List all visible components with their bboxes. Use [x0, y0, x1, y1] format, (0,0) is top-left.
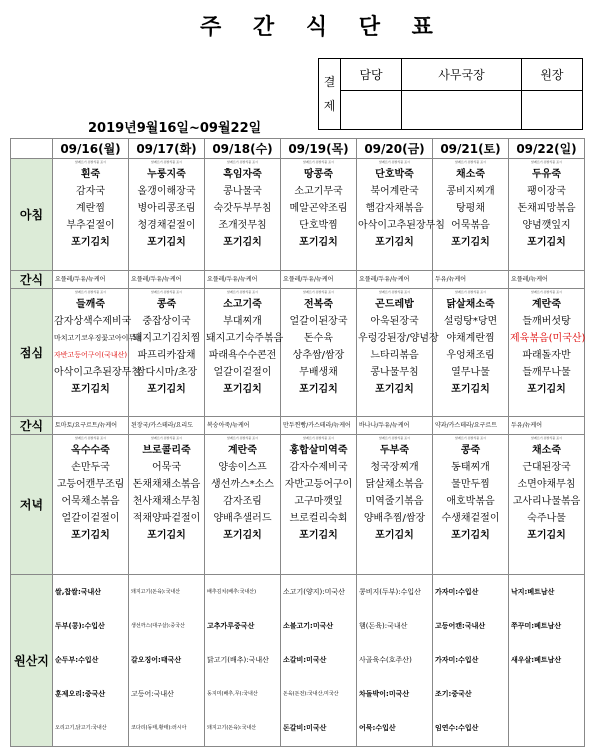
origin-item: 콩비지(두부):수입산 — [359, 588, 421, 596]
menu-item: 두유죽 — [532, 169, 561, 180]
menu-item: 포기김치 — [147, 237, 186, 248]
menu-item: 채소죽 — [532, 445, 561, 456]
menu-item: 부대찌개 — [223, 316, 262, 327]
day-header: 09/16(월) — [53, 139, 129, 159]
approval-box — [318, 58, 583, 130]
menu-item: 중잡상이국 — [142, 316, 191, 327]
menu-item: 돼지고기숙주볶음 — [206, 333, 284, 344]
origin-item: 갈오징어:태국산 — [131, 656, 182, 664]
approval-sign-2[interactable] — [402, 91, 522, 130]
allergy-note: 알레르기 유발식품 표시 — [151, 436, 182, 440]
allergy-note: 알레르기 유발식품 표시 — [455, 436, 486, 440]
menu-item: 수생채겉절이 — [441, 513, 500, 524]
menu-item: 청경채겉절이 — [137, 220, 196, 231]
dinner-cell — [205, 435, 281, 575]
menu-item: 우엉채조림 — [446, 350, 495, 361]
menu-item: 파프리카잡채 — [137, 350, 196, 361]
breakfast-cell — [129, 159, 205, 271]
menu-item: 포기김치 — [299, 384, 338, 395]
menu-item: 천사채채소무침 — [132, 496, 201, 507]
snack1-cell: 요플레/뉴케어 — [509, 271, 585, 289]
menu-item: 자반고등어구이(국내산) — [54, 351, 128, 359]
menu-item: 포기김치 — [451, 530, 490, 541]
origin-item: 두부(콩):수입산 — [55, 622, 105, 630]
origin-item: 훈제오리:중국산 — [55, 690, 106, 698]
allergy-note: 알레르기 유발식품 표시 — [303, 290, 334, 294]
allergy-note: 알레르기 유발식품 표시 — [455, 290, 486, 294]
page-title: 주 간 식 단 표 — [200, 15, 445, 40]
menu-item: 어묵볶음 — [451, 220, 490, 231]
approval-role-2: 사무국장 — [402, 59, 522, 91]
menu-item: 계란죽 — [228, 445, 257, 456]
row-label-lunch: 점심 — [11, 289, 53, 417]
menu-item: 흑임자죽 — [223, 169, 262, 180]
origin-item: 임연수:수입산 — [435, 724, 479, 732]
origin-item: 순두부:수입산 — [55, 656, 99, 664]
allergy-note: 알레르기 유발식품 표시 — [379, 436, 410, 440]
snack2-cell: 바나나/두유/뉴케어 — [357, 417, 433, 435]
origin-item: 고추가루중국산 — [207, 622, 255, 630]
menu-item: 포기김치 — [527, 237, 566, 248]
menu-item: 열무나물 — [451, 367, 490, 378]
menu-item: 들깨무나물 — [522, 367, 571, 378]
menu-item: 손만두국 — [71, 462, 110, 473]
menu-item: 포기김치 — [375, 237, 414, 248]
lunch-cell — [433, 289, 509, 417]
menu-item: 애호박볶음 — [446, 496, 495, 507]
menu-item: 콩나물국 — [223, 186, 262, 197]
origin-item: 고등어캔:국내산 — [435, 622, 486, 630]
menu-item: 아삭이고추된장무침 — [54, 367, 141, 378]
menu-item: 포기김치 — [147, 384, 186, 395]
menu-item: 포기김치 — [71, 530, 110, 541]
menu-item: 감자국 — [76, 186, 105, 197]
origin-item: 돼지고기(돈육):국내산 — [131, 589, 181, 595]
menu-item: 얼갈이겉절이 — [61, 513, 120, 524]
allergy-note: 알레르기 유발식품 표시 — [151, 160, 182, 164]
origin-cell — [53, 575, 129, 747]
menu-item: 돈수육 — [304, 333, 333, 344]
dinner-row — [11, 435, 585, 575]
menu-item: 양송이스프 — [218, 462, 267, 473]
origin-cell — [357, 575, 433, 747]
menu-item: 무배생채 — [299, 367, 338, 378]
snack1-row — [11, 271, 585, 289]
row-label-origin: 원산지 — [11, 575, 53, 747]
menu-item: 야채계란찜 — [446, 333, 495, 344]
menu-item: 감자상색수제비국 — [54, 316, 132, 327]
menu-item: 동태찌개 — [451, 462, 490, 473]
origin-cell — [433, 575, 509, 747]
menu-item: 브로컬리숙회 — [289, 513, 348, 524]
dinner-cell — [129, 435, 205, 575]
origin-item: 조기:중국산 — [435, 690, 472, 698]
menu-item: 메알곤약조림 — [289, 203, 348, 214]
menu-item: 콩비지찌개 — [446, 186, 495, 197]
menu-item: 감자수제비국 — [289, 462, 348, 473]
allergy-note: 알레르기 유발식품 표시 — [531, 290, 562, 294]
menu-item: 얼갈이겉절이 — [213, 367, 272, 378]
menu-item: 포기김치 — [451, 237, 490, 248]
menu-item: 병아리콩조림 — [137, 203, 196, 214]
menu-table — [10, 138, 585, 747]
snack1-cell: 요플레/두유/뉴케어 — [129, 271, 205, 289]
menu-item: 돼지고기김치찜 — [132, 333, 201, 344]
menu-item: 포기김치 — [223, 237, 262, 248]
origin-item: 햄(돈육):국내산 — [359, 622, 408, 630]
lunch-row — [11, 289, 585, 417]
origin-item: 차돌박이:미국산 — [359, 690, 410, 698]
lunch-cell — [509, 289, 585, 417]
menu-item: 단호박찜 — [299, 220, 338, 231]
approval-role-3: 원장 — [521, 59, 582, 91]
menu-item: 조개젓무침 — [218, 220, 267, 231]
menu-item: 계란죽 — [532, 299, 561, 310]
origin-item: 소불고기:미국산 — [283, 622, 334, 630]
lunch-cell — [357, 289, 439, 417]
breakfast-cell — [509, 159, 585, 271]
menu-item: 들깨죽 — [76, 299, 105, 310]
menu-item: 고사리나물볶음 — [512, 496, 581, 507]
menu-item: 돈채피망볶음 — [517, 203, 576, 214]
menu-item: 양배추샐러드 — [213, 513, 272, 524]
allergy-note: 알레르기 유발식품 표시 — [531, 160, 562, 164]
breakfast-cell — [53, 159, 129, 271]
breakfast-cell — [281, 159, 357, 271]
menu-item: 부추겉절이 — [66, 220, 115, 231]
allergy-note: 알레르기 유발식품 표시 — [379, 160, 410, 164]
menu-item: 어묵채소볶음 — [61, 496, 120, 507]
menu-item: 소고기죽 — [223, 299, 262, 310]
menu-item: 단호박죽 — [375, 169, 414, 180]
menu-item: 들깨버섯탕 — [522, 316, 571, 327]
row-label-snack2: 간식 — [11, 417, 53, 435]
menu-item: 제육볶음(미국산) — [510, 333, 586, 344]
lunch-cell — [205, 289, 284, 417]
menu-item: 물만두찜 — [451, 479, 490, 490]
menu-item: 포기김치 — [375, 530, 414, 541]
menu-item: 아삭이고추된장무침 — [358, 220, 445, 231]
allergy-note: 알레르기 유발식품 표시 — [151, 290, 182, 294]
menu-item: 생선까스*소스 — [211, 479, 274, 490]
menu-item: 닭살채소볶음 — [365, 479, 424, 490]
menu-item: 우렁강된장/양념장 — [358, 333, 439, 344]
menu-item: 올갱이해장국 — [137, 186, 196, 197]
menu-item: 옥수수죽 — [71, 445, 110, 456]
menu-item: 아욱된장국 — [370, 316, 419, 327]
origin-item: 고등어:국내산 — [131, 690, 174, 698]
menu-item: 자반고등어구이 — [284, 479, 353, 490]
dinner-cell — [281, 435, 357, 575]
snack1-cell: 요플레/두유/뉴케어 — [53, 271, 129, 289]
menu-item: 포기김치 — [527, 384, 566, 395]
breakfast-cell — [205, 159, 281, 271]
lunch-cell — [53, 289, 142, 417]
menu-item: 누룽지죽 — [147, 169, 186, 180]
menu-item: 상추쌈/쌈장 — [292, 350, 345, 361]
allergy-note: 알레르기 유발식품 표시 — [227, 290, 258, 294]
day-header: 09/20(금) — [357, 139, 433, 159]
menu-item: 파래욕수수콘전 — [208, 350, 277, 361]
dinner-cell — [433, 435, 509, 575]
menu-item: 양배추찜/쌈장 — [363, 513, 426, 524]
breakfast-row — [11, 159, 585, 271]
allergy-note: 알레르기 유발식품 표시 — [75, 290, 106, 294]
allergy-note: 알레르기 유발식품 표시 — [75, 436, 106, 440]
day-header: 09/21(토) — [433, 139, 509, 159]
menu-item: 감자조림 — [223, 496, 262, 507]
approval-sign-3[interactable] — [521, 91, 582, 130]
menu-item: 돈채채채소볶음 — [132, 479, 201, 490]
row-label-snack1: 간식 — [11, 271, 53, 289]
origin-item: 동지미(배추,무):국내산 — [207, 691, 258, 697]
menu-item: 쌈다시마/초장 — [135, 367, 198, 378]
menu-item: 파래돌자반 — [522, 350, 571, 361]
day-header: 09/19(목) — [281, 139, 357, 159]
origin-item: 쭈꾸미:베트남산 — [511, 622, 562, 630]
menu-item: 어묵국 — [152, 462, 181, 473]
breakfast-cell — [357, 159, 445, 271]
snack1-cell: 요플레/두유/뉴케어 — [205, 271, 281, 289]
menu-item: 흰죽 — [80, 169, 101, 180]
origin-item: 쌀,찹쌀:국내산 — [55, 588, 102, 596]
menu-item: 콩죽 — [460, 445, 481, 456]
dinner-cell — [357, 435, 433, 575]
approval-side-label: 결 제 — [319, 59, 341, 130]
lunch-cell — [281, 289, 357, 417]
menu-item: 탕평채 — [456, 203, 485, 214]
menu-item: 닭살채소죽 — [446, 299, 495, 310]
allergy-note: 알레르기 유발식품 표시 — [303, 436, 334, 440]
menu-item: 고등어캔무조림 — [56, 479, 125, 490]
breakfast-cell — [433, 159, 509, 271]
menu-item: 고구마깻잎 — [294, 496, 343, 507]
menu-item: 계란찜 — [76, 203, 105, 214]
menu-item: 전복죽 — [304, 299, 333, 310]
origin-item: 새우살:베트남산 — [511, 656, 562, 664]
day-header: 09/17(화) — [129, 139, 205, 159]
day-header: 09/22(일) — [509, 139, 585, 159]
menu-item: 포기김치 — [223, 530, 262, 541]
snack2-cell: 두유/뉴케어 — [509, 417, 585, 435]
menu-item: 소면야채무침 — [517, 479, 576, 490]
origin-item: 사골육수(호주산) — [359, 656, 412, 664]
origin-cell — [509, 575, 585, 747]
origin-item: 코다리(동태,황태):러시아 — [131, 725, 187, 731]
origin-item: 배추김치(배추:국내산) — [207, 589, 257, 595]
menu-item: 포기김치 — [527, 530, 566, 541]
dinner-cell — [53, 435, 129, 575]
menu-item: 곤드레밥 — [375, 299, 414, 310]
menu-item: 채소죽 — [456, 169, 485, 180]
origin-item: 가자미:수입산 — [435, 656, 479, 664]
snack1-cell: 두유/뉴케어 — [433, 271, 509, 289]
origin-cell — [281, 575, 357, 747]
origin-item: 돈육(돈전):국내산,미국산 — [283, 691, 339, 697]
origin-item: 가자미:수입산 — [435, 588, 479, 596]
menu-item: 소고기무국 — [294, 186, 343, 197]
menu-item: 콩죽 — [156, 299, 177, 310]
menu-item: 숙갓두부무침 — [213, 203, 272, 214]
origin-cell — [205, 575, 281, 747]
menu-item: 미역줄기볶음 — [365, 496, 424, 507]
allergy-note: 알레르기 유발식품 표시 — [531, 436, 562, 440]
menu-item: 햄감자채볶음 — [365, 203, 424, 214]
approval-role-1: 담당 — [341, 59, 402, 91]
origin-cell — [129, 575, 205, 747]
menu-item: 마치고기코우징꽃고아이무침 — [54, 334, 142, 342]
origin-item: 소갈비:미국산 — [283, 656, 327, 664]
menu-item: 양념깻잎지 — [522, 220, 571, 231]
menu-item: 포기김치 — [375, 384, 414, 395]
snack2-cell: 토마토/요구르트/뉴케어 — [53, 417, 129, 435]
day-header: 09/18(수) — [205, 139, 281, 159]
menu-item: 청국장찌개 — [370, 462, 419, 473]
menu-item: 팽이장국 — [527, 186, 566, 197]
menu-item: 느타리볶음 — [370, 350, 419, 361]
origin-item: 생선까스(대구살):중국산 — [131, 623, 185, 629]
menu-item: 북어계란국 — [370, 186, 419, 197]
snack1-cell: 요플레/두유/뉴케어 — [357, 271, 433, 289]
allergy-note: 알레르기 유발식품 표시 — [227, 436, 258, 440]
origin-row — [11, 575, 585, 747]
allergy-note: 알레르기 유발식품 표시 — [303, 160, 334, 164]
snack2-cell: 만두찐빵/카스테라/뉴케어 — [281, 417, 357, 435]
origin-item: 돈갈비:미국산 — [283, 724, 327, 732]
origin-item: 어묵:수입산 — [359, 724, 396, 732]
origin-item: 낙지:베트남산 — [511, 588, 555, 596]
origin-item: 돼지고기(돈육):국내산 — [207, 725, 257, 731]
allergy-note: 알레르기 유발식품 표시 — [75, 160, 106, 164]
menu-item: 포기김치 — [71, 237, 110, 248]
menu-item: 숙주나물 — [527, 513, 566, 524]
snack2-cell: 복숭아죽/뉴케어 — [205, 417, 281, 435]
origin-item: 닭고기(배추):국내산 — [207, 656, 269, 664]
menu-item: 포기김치 — [147, 530, 186, 541]
allergy-note: 알레르기 유발식품 표시 — [227, 160, 258, 164]
menu-item: 포기김치 — [299, 237, 338, 248]
menu-item: 포기김치 — [299, 530, 338, 541]
menu-item: 적채양파겉절이 — [132, 513, 201, 524]
menu-item: 홍합살미역죽 — [289, 445, 348, 456]
approval-sign-1[interactable] — [341, 91, 402, 130]
menu-item: 브로콜리죽 — [142, 445, 191, 456]
menu-item: 설렁탕*당면 — [443, 316, 498, 327]
dinner-cell — [509, 435, 585, 575]
menu-item: 땅콩죽 — [304, 169, 333, 180]
origin-item: 소고기(양지):미국산 — [283, 588, 345, 596]
menu-item: 콩나물무침 — [370, 367, 419, 378]
snack2-cell: 된장국/카스테라/요리도 — [129, 417, 205, 435]
row-label-dinner: 저녁 — [11, 435, 53, 575]
date-range: 2019년9월16일~09월22일 — [88, 121, 262, 136]
snack2-row — [11, 417, 585, 435]
lunch-cell — [129, 289, 205, 417]
allergy-note: 알레르기 유발식품 표시 — [455, 160, 486, 164]
menu-item: 포기김치 — [223, 384, 262, 395]
menu-item: 얼갈이된장국 — [289, 316, 348, 327]
allergy-note: 알레르기 유발식품 표시 — [379, 290, 410, 294]
snack2-cell: 약과/카스테라/요구르트 — [433, 417, 509, 435]
corner-cell — [11, 139, 53, 159]
origin-item: 오리고기,닭고기:국내산 — [55, 725, 107, 731]
snack1-cell: 요플레/두유/뉴케어 — [281, 271, 357, 289]
menu-item: 포기김치 — [451, 384, 490, 395]
menu-item: 두부죽 — [380, 445, 409, 456]
row-label-breakfast: 아침 — [11, 159, 53, 271]
menu-item: 근대된장국 — [522, 462, 571, 473]
menu-item: 포기김치 — [71, 384, 110, 395]
